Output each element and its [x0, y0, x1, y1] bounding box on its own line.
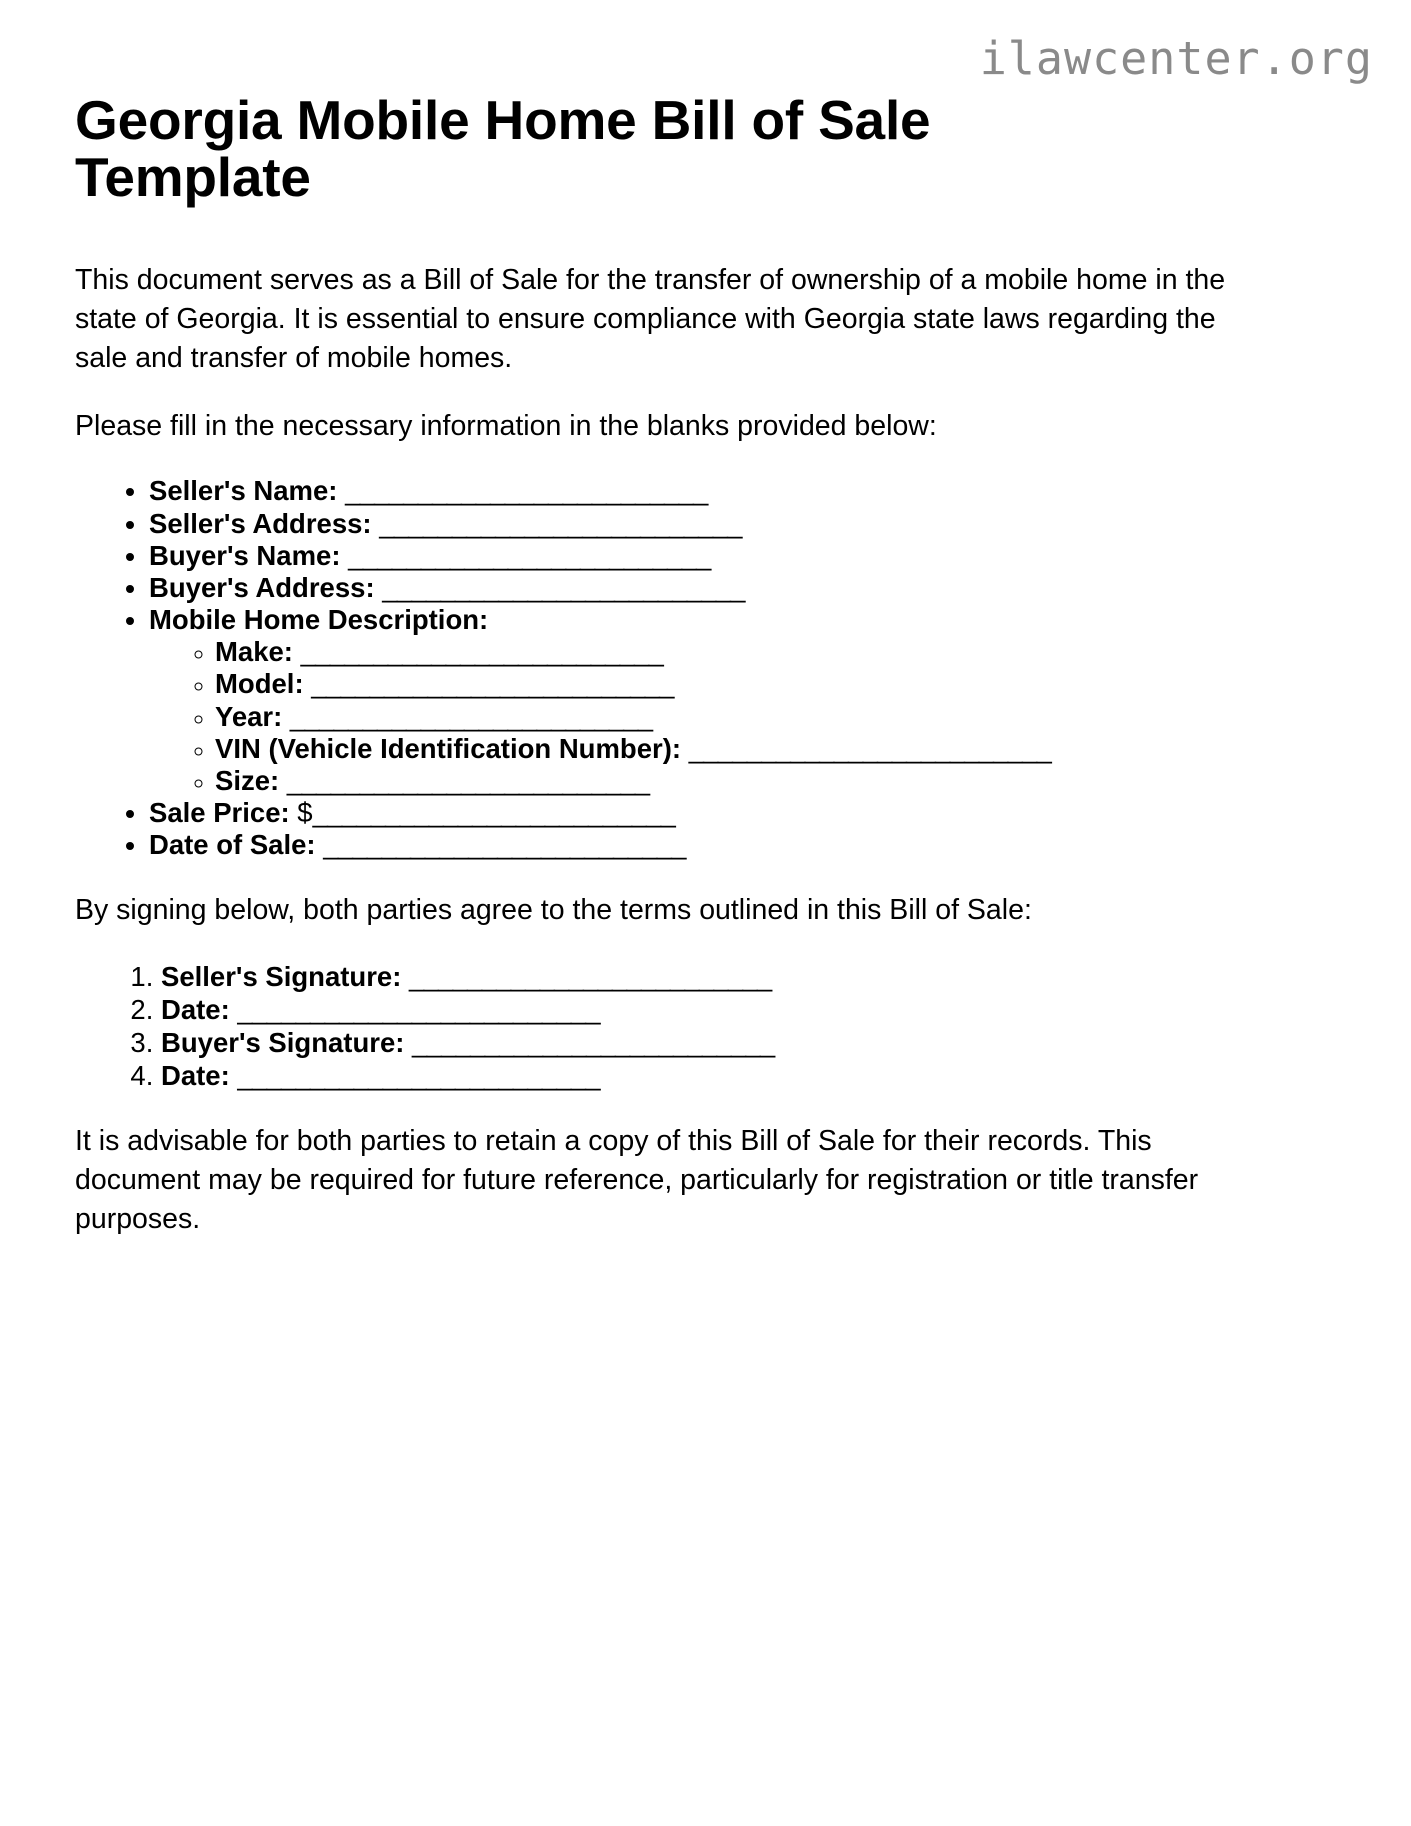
spacer-after-intro — [75, 378, 1320, 407]
date-of-sale-label: Date of Sale: — [149, 829, 316, 861]
model-blank[interactable]: _________________________ — [311, 668, 674, 700]
intro-paragraph: This document serves as a Bill of Sale for the transfer of ownership of a mobile home in the state of Georgia. It is essential to ensure compliance with Georgia state laws regarding the sale and transfer of mobile homes. — [75, 264, 1226, 374]
seller-name-label: Seller's Name: — [149, 475, 338, 507]
seller-name-blank[interactable]: _________________________ — [345, 475, 708, 507]
mobile-home-description-label: Mobile Home Description: — [149, 604, 489, 636]
vin-blank[interactable]: _________________________ — [688, 732, 1052, 764]
site-watermark: ilawcenter.org — [979, 32, 1373, 85]
spacer-before-signature-intro — [75, 861, 1320, 891]
size-label: Size: — [215, 764, 280, 796]
buyer-date-label: Date: — [161, 1060, 230, 1092]
seller-date-label: Date: — [161, 994, 230, 1026]
spacer-before-fields-list — [75, 445, 1320, 475]
list-item-size — [215, 765, 1320, 797]
seller-address-label: Seller's Address: — [149, 507, 372, 539]
list-item-buyer-date — [161, 1059, 1320, 1092]
mobile-home-description-sublist — [149, 636, 1320, 797]
signature-intro-paragraph: By signing below, both parties agree to the terms outlined in this Bill of Sale: — [75, 894, 1032, 927]
list-item-seller-name — [149, 475, 1320, 507]
sale-price-label: Sale Price: — [149, 797, 290, 829]
spacer-before-closing — [75, 1092, 1320, 1122]
page-title: Georgia Mobile Home Bill of Sale Template — [75, 89, 931, 209]
spacer-before-signature-list — [75, 930, 1320, 960]
buyer-address-blank[interactable]: _________________________ — [382, 571, 745, 603]
year-label: Year: — [215, 700, 283, 732]
buyer-address-label: Buyer's Address: — [149, 571, 375, 603]
seller-address-blank[interactable]: _________________________ — [379, 507, 742, 539]
buyer-signature-blank[interactable]: _________________________ — [412, 1027, 775, 1059]
sale-price-blank[interactable]: _________________________ — [312, 797, 675, 829]
year-blank[interactable]: _________________________ — [289, 700, 653, 732]
list-item-seller-signature — [161, 960, 1320, 993]
spacer-after-title — [75, 206, 1320, 261]
seller-signature-label: Seller's Signature: — [161, 961, 402, 993]
model-label: Model: — [215, 668, 304, 700]
signature-list — [75, 960, 1320, 1092]
seller-date-blank[interactable]: _________________________ — [237, 994, 600, 1026]
seller-signature-blank[interactable]: _________________________ — [409, 961, 772, 993]
list-item-buyer-signature — [161, 1026, 1320, 1059]
buyer-signature-label: Buyer's Signature: — [161, 1027, 405, 1059]
instruction-paragraph: Please fill in the necessary information in the blanks provided below: — [75, 409, 937, 442]
closing-paragraph: It is advisable for both parties to retain a copy of this Bill of Sale for their records. This document may be required for future reference, particularly for registration or title transfer purposes. — [75, 1125, 1199, 1235]
list-item-model — [215, 668, 1320, 700]
size-blank[interactable]: _________________________ — [286, 764, 650, 796]
buyer-name-label: Buyer's Name: — [149, 539, 341, 571]
make-label: Make: — [215, 636, 293, 668]
list-item-seller-date — [161, 993, 1320, 1026]
sale-price-currency-symbol: $ — [297, 797, 313, 829]
buyer-date-blank[interactable]: _________________________ — [237, 1060, 600, 1092]
buyer-name-blank[interactable]: _________________________ — [348, 539, 711, 571]
list-item-vin — [215, 733, 1320, 765]
make-blank[interactable]: _________________________ — [300, 636, 663, 668]
fields-list — [75, 475, 1320, 861]
list-item-buyer-address — [149, 572, 1320, 604]
list-item-year — [215, 701, 1320, 733]
list-item-sale-price — [149, 797, 1320, 829]
list-item-make — [215, 636, 1320, 668]
list-item-mobile-home-description — [149, 604, 1320, 797]
list-item-date-of-sale — [149, 829, 1320, 861]
document-content — [75, 89, 1320, 1238]
list-item-buyer-name — [149, 540, 1320, 572]
date-of-sale-blank[interactable]: _________________________ — [323, 829, 686, 861]
list-item-seller-address — [149, 508, 1320, 540]
vin-label: VIN (Vehicle Identification Number): — [215, 732, 682, 764]
